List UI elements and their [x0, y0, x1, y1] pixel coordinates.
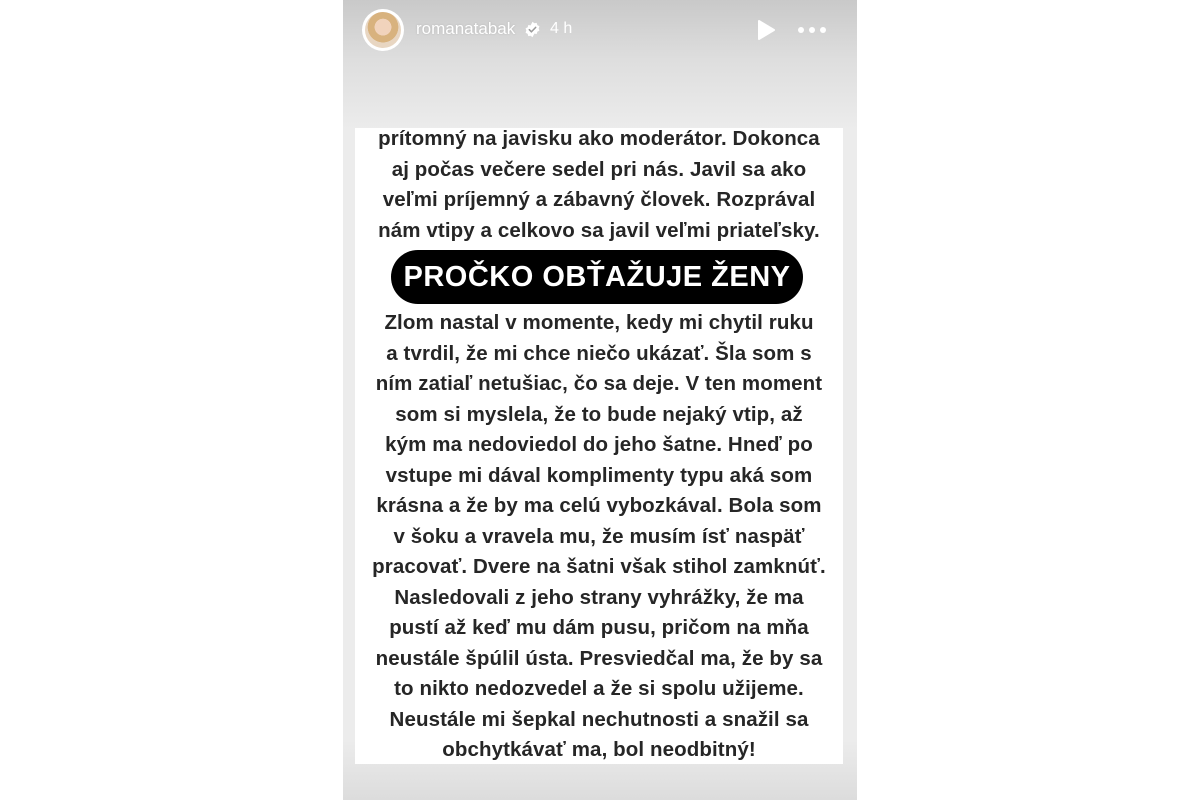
profile-avatar[interactable]: [362, 9, 404, 51]
headline-banner: PROČKO OBŤAŽUJE ŽENY: [391, 250, 803, 304]
paragraph-top: prítomný na javisku ako moderátor. Dokonca aj počas večere sedel pri nás. Javil sa ako veľmi príjemný a zábavný človek. Rozprával nám vtipy a celkovo sa javil veľmi priateľsky.: [378, 127, 820, 242]
story-viewer: [343, 0, 857, 800]
avatar-image: [365, 12, 401, 48]
paragraph-bottom: Zlom nastal v momente, kedy mi chytil ruku a tvrdil, že mi chce niečo ukázať. Šla som s ním zatiaľ netušiac, čo sa deje. V ten moment som si myslela, že to bude nejaký vtip, až kým ma nedoviedol do jeho šatne. Hneď po vstupe mi dával komplimenty typu aká som krásna a že by ma celú vybozkával. Bola som v šoku a vravela mu, že musím ísť naspäť pracovať. Dvere na šatni však stihol zamknúť. Nasledovali z jeho strany vyhrážky, že ma pustí až keď mu dám pusu, pričom na mňa neustále špúlil ústa. Presviedčal ma, že by sa to nikto nedozvedel a že si spolu užijeme. Neustále mi šepkal nechutnosti a snažil sa obchytkávať ma, bol neodbitný!: [372, 311, 826, 761]
story-text-panel: [355, 128, 843, 764]
verified-badge-icon: [524, 21, 541, 38]
story-header: [343, 0, 857, 60]
username[interactable]: romanatabak: [416, 19, 516, 38]
more-icon[interactable]: [795, 18, 829, 42]
post-time: 4 h: [550, 20, 573, 37]
play-icon[interactable]: [755, 18, 777, 42]
